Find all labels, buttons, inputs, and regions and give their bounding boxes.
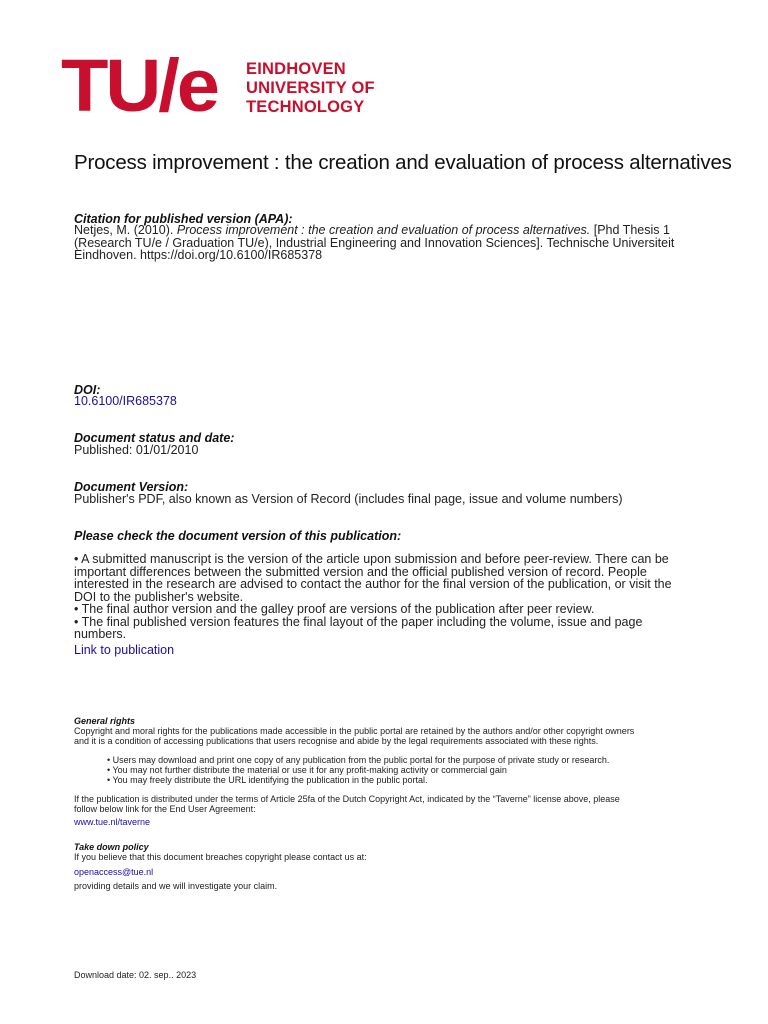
citation-line: (Research TU/e / Graduation TU/e), Industrial Engineering and Innovation Sciences]. Technische Universiteit: [74, 235, 675, 250]
takedown-line: If you believe that this document breaches copyright please contact us at:: [74, 852, 367, 862]
university-name-line: EINDHOVEN: [246, 60, 346, 78]
citation-authors: Netjes, M. (2010).: [74, 223, 177, 237]
check-line: DOI to the publisher's website.: [74, 589, 244, 604]
citation-label: Citation for published version (APA):: [74, 212, 293, 226]
citation-line1-rest: [Phd Thesis 1: [590, 223, 670, 237]
check-label: Please check the document version of this publication:: [74, 529, 402, 543]
download-date: Download date: 02. sep.. 2023: [74, 970, 197, 980]
rights-bullets: [107, 755, 727, 785]
general-rights-text: [74, 726, 744, 746]
status-value: Published: 01/01/2010: [74, 443, 199, 457]
citation-line: [74, 224, 744, 237]
university-name-line: TECHNOLOGY: [246, 98, 365, 116]
rights-bullet: • Users may download and print one copy of any publication from the public portal for the purpose of private study or research.: [107, 755, 610, 765]
rights-line: Copyright and moral rights for the publications made accessible in the public portal are retained by the authors and/or other copyright owners: [74, 726, 635, 736]
citation-text: [74, 224, 744, 262]
taverne-text: [74, 794, 744, 814]
university-name-line: UNIVERSITY OF: [246, 79, 375, 97]
citation-line: Eindhoven. https://doi.org/10.6100/IR685378: [74, 248, 323, 262]
taverne-line: follow below link for the End User Agreement:: [74, 804, 256, 814]
check-line: • The final published version features the final layout of the paper including the volume, issue and page: [74, 614, 643, 629]
general-rights-label: General rights: [74, 716, 136, 726]
tue-logo-mark: TU/e: [61, 44, 217, 127]
university-name: [246, 60, 375, 117]
takedown-email-link[interactable]: openaccess@tue.nl: [74, 867, 154, 877]
check-line: • A submitted manuscript is the version of the article upon submission and before peer-review. There can be: [74, 552, 669, 566]
check-line: • The final author version and the galley proof are versions of the publication after peer review.: [74, 602, 595, 616]
rights-line: and it is a condition of accessing publications that users recognise and abide by the legal requirements associated with these rights.: [74, 736, 599, 746]
takedown-label: Take down policy: [74, 842, 149, 852]
check-line: numbers.: [74, 627, 127, 641]
check-line: interested in the research are advised to contact the author for the final version of the publication, or visit the: [74, 577, 672, 591]
taverne-link[interactable]: www.tue.nl/taverne: [74, 817, 151, 827]
publication-link[interactable]: Link to publication: [74, 643, 175, 657]
taverne-line: If the publication is distributed under the terms of Article 25fa of the Dutch Copyright Act, indicated by the “Taverne” license above, please: [74, 794, 620, 804]
version-value: Publisher's PDF, also known as Version of Record (includes final page, issue and volume numbers): [74, 492, 623, 506]
doi-link[interactable]: 10.6100/IR685378: [74, 394, 177, 408]
check-line: important differences between the submitted version and the official published version of record. People: [74, 564, 647, 579]
status-label: Document status and date:: [74, 431, 235, 445]
citation-work-title: Process improvement : the creation and evaluation of process alternatives.: [176, 223, 591, 237]
takedown-line: providing details and we will investigate your claim.: [74, 881, 278, 891]
check-text: [74, 553, 744, 641]
page-title: Process improvement : the creation and evaluation of process alternatives: [74, 151, 732, 174]
version-label: Document Version:: [74, 480, 189, 494]
rights-bullet: • You may not further distribute the material or use it for any profit-making activity or commercial gain: [107, 765, 507, 775]
doi-label: DOI:: [74, 383, 101, 397]
rights-bullet: • You may freely distribute the URL identifying the publication in the public portal.: [107, 775, 428, 785]
